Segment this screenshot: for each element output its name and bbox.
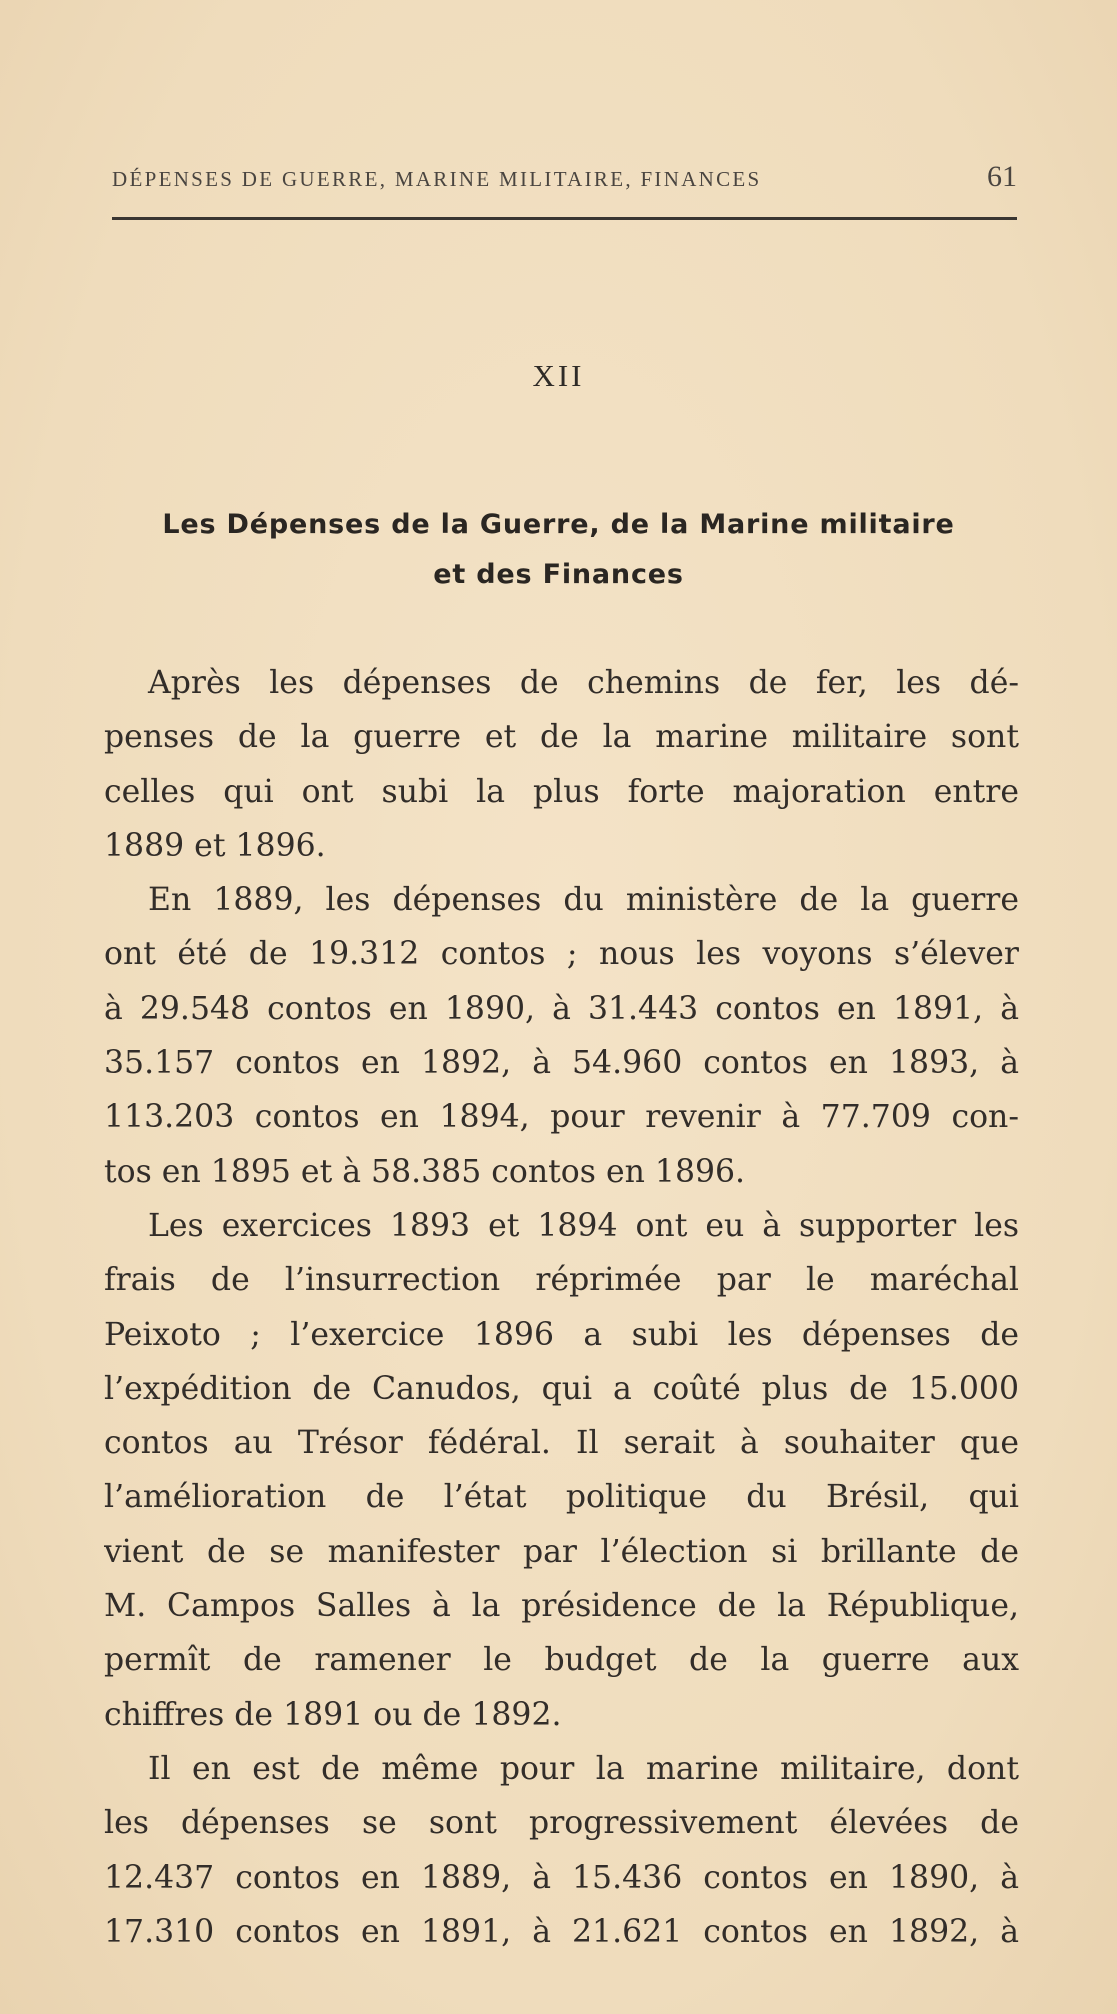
text-line: M. Campos Salles à la présidence de la République, (104, 1588, 1019, 1625)
text-line: frais de l’insurrection réprimée par le maréchal (104, 1262, 1019, 1299)
text-line: les dépenses se sont progressivement élevées de (104, 1805, 1019, 1842)
chapter-title (100, 500, 1017, 600)
text-line: contos au Trésor fédéral. Il serait à souhaiter que (104, 1425, 1019, 1462)
text-line: En 1889, les dépenses du ministère de la guerre (148, 882, 1019, 919)
text-line: permît de ramener le budget de la guerre aux (104, 1642, 1019, 1679)
text-line: à 29.548 contos en 1890, à 31.443 contos en 1891, à (104, 990, 1019, 1027)
header-rule (112, 217, 1017, 220)
text-line: chiffres de 1891 ou de 1892. (104, 1696, 562, 1733)
text-line: 12.437 contos en 1889, à 15.436 contos en 1890, à (104, 1859, 1019, 1896)
chapter-title-line-1: Les Dépenses de la Guerre, de la Marine militaire (162, 509, 955, 540)
text-line: Après les dépenses de chemins de fer, les dé- (148, 665, 1019, 701)
text-line: tos en 1895 et à 58.385 contos en 1896. (104, 1153, 746, 1190)
text-line: 113.203 contos en 1894, pour revenir à 77.709 con- (104, 1099, 1019, 1136)
text-line: penses de la guerre et de la marine militaire sont (104, 719, 1019, 756)
text-line: vient de se manifester par l’élection si brillante de (104, 1533, 1019, 1570)
chapter-number: XII (532, 358, 585, 393)
text-line: Les exercices 1893 et 1894 ont eu à supporter les (148, 1207, 1019, 1244)
text-line: Peixoto ; l’exercice 1896 a subi les dépenses de (104, 1316, 1019, 1353)
text-line: l’expédition de Canudos, qui a coûté plus de 15.000 (104, 1370, 1019, 1407)
body-text (104, 656, 1019, 1959)
text-line: 17.310 contos en 1891, à 21.621 contos en 1892, à (104, 1913, 1019, 1950)
running-head (112, 160, 1017, 200)
running-head-title: DÉPENSES DE GUERRE, MARINE MILITAIRE, FINANCES (112, 167, 762, 191)
text-line: celles qui ont subi la plus forte majoration entre (104, 773, 1019, 810)
text-line: 1889 et 1896. (104, 827, 326, 864)
text-line: Il en est de même pour la marine militaire, dont (148, 1750, 1019, 1787)
page-number: 61 (987, 160, 1017, 193)
text-line: 35.157 contos en 1892, à 54.960 contos en 1893, à (104, 1045, 1019, 1082)
text-line: l’amélioration de l’état politique du Brésil, qui (104, 1479, 1019, 1516)
chapter-title-line-2: et des Finances (433, 559, 684, 590)
text-line: ont été de 19.312 contos ; nous les voyons s’élever (104, 936, 1019, 973)
